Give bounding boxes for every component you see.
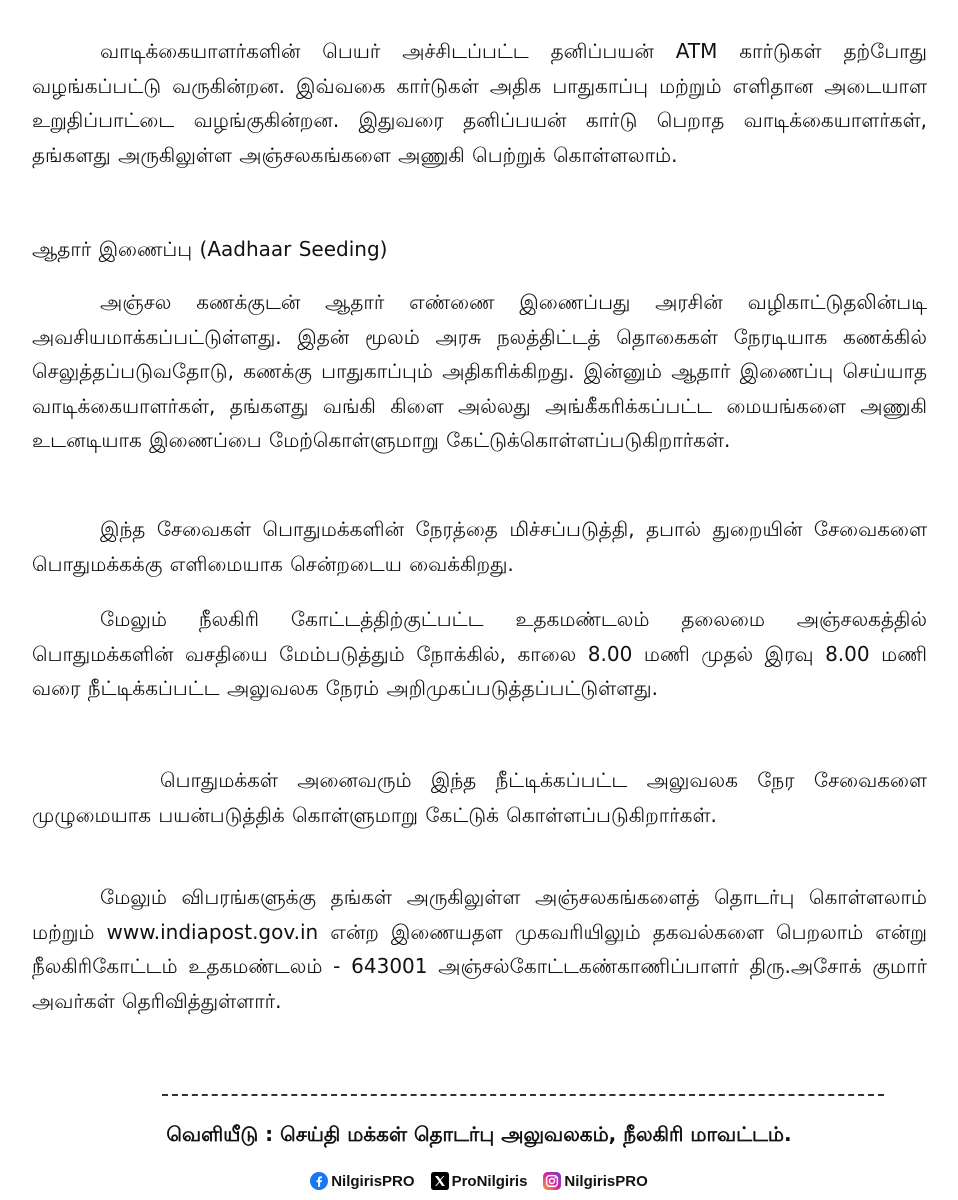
facebook-icon (310, 1172, 328, 1190)
paragraph-extended-hours: மேலும் நீலகிரி கோட்டத்திற்குட்பட்ட உதகமண்டலம் தலைமை அஞ்சலகத்தில் பொதுமக்களின் வசதியை மேம்படுத்தும் நோக்கில், காலை 8.00 மணி முதல் இரவு 8.00 மணி வரை நீட்டிக்கப்பட்ட அலுவலக நேரம் அறிமுகப்படுத்தப்பட்டுள்ளது. (32, 607, 927, 700)
paragraph-contact-info: மேலும் விபரங்களுக்கு தங்கள் அருகிலுள்ள அஞ்சலகங்களைத் தொடர்பு கொள்ளலாம் மற்றும் www.indiapost.gov.in என்ற இணையதள முகவரியிலும் தகவல்களை பெறலாம் என்று நீலகிரிகோட்டம் உதகமண்டலம் - 643001 அஞ்சல்கோட்டகண்காணிப்பாளர் திரு.அசோக் குமார் அவர்கள் தெரிவித்துள்ளார். (32, 885, 927, 1013)
instagram-handle[interactable] (543, 1172, 647, 1190)
x-handle[interactable] (431, 1172, 528, 1190)
paragraph-public-request: பொதுமக்கள் அனைவரும் இந்த நீட்டிக்கப்பட்ட அலுவலக நேர சேவைகளை முழுமையாக பயன்படுத்திக் கொள்ளுமாறு கேட்டுக் கொள்ளப்படுகிறார்கள். (32, 768, 927, 827)
instagram-handle-text: NilgirisPRO (564, 1172, 648, 1190)
facebook-handle[interactable] (310, 1172, 414, 1190)
instagram-icon (543, 1172, 561, 1190)
x-handle-text: ProNilgiris (451, 1172, 528, 1190)
social-handles (0, 1172, 958, 1190)
divider (162, 1094, 884, 1096)
x-icon (431, 1172, 449, 1190)
facebook-handle-text: NilgirisPRO (331, 1172, 415, 1190)
paragraph-atm-cards: வாடிக்கையாளர்களின் பெயர் அச்சிடப்பட்ட தனிப்பயன் ATM கார்டுகள் தற்போது வழங்கப்பட்டு வருகின்றன. இவ்வகை கார்டுகள் அதிக பாதுகாப்பு மற்றும் எளிதான அடையாள உறுதிப்பாட்டை வழங்குகின்றன. இதுவரை தனிப்பயன் கார்டு பெறாத வாடிக்கையாளர்கள், தங்களது அருகிலுள்ள அஞ்சலகங்களை அணுகி பெற்றுக் கொள்ளலாம். (32, 39, 927, 167)
release-line: வெளியீடு : செய்தி மக்கள் தொடர்பு அலுவலகம், நீலகிரி மாவட்டம். (166, 1122, 792, 1146)
paragraph-aadhaar-seeding: அஞ்சல கணக்குடன் ஆதார் எண்ணை இணைப்பது அரசின் வழிகாட்டுதலின்படி அவசியமாக்கப்பட்டுள்ளது. இதன் மூலம் அரசு நலத்திட்டத் தொகைகள் நேரடியாக கணக்கில் செலுத்தப்படுவதோடு, கணக்கு பாதுகாப்பும் அதிகரிக்கிறது. இன்னும் ஆதார் இணைப்பு செய்யாத வாடிக்கையாளர்கள், தங்களது வங்கி கிளை அல்லது அங்கீகரிக்கப்பட்ட மையங்களை அணுகி உடனடியாக இணைப்பை மேற்கொள்ளுமாறு கேட்டுக்கொள்ளப்படுகிறார்கள். (32, 290, 927, 452)
section-heading-aadhaar: ஆதார் இணைப்பு (Aadhaar Seeding) (32, 237, 388, 261)
paragraph-services-benefit: இந்த சேவைகள் பொதுமக்களின் நேரத்தை மிச்சப்படுத்தி, தபால் துறையின் சேவைகளை பொதுமக்கக்கு எளிமையாக சென்றடைய வைக்கிறது. (32, 517, 928, 576)
